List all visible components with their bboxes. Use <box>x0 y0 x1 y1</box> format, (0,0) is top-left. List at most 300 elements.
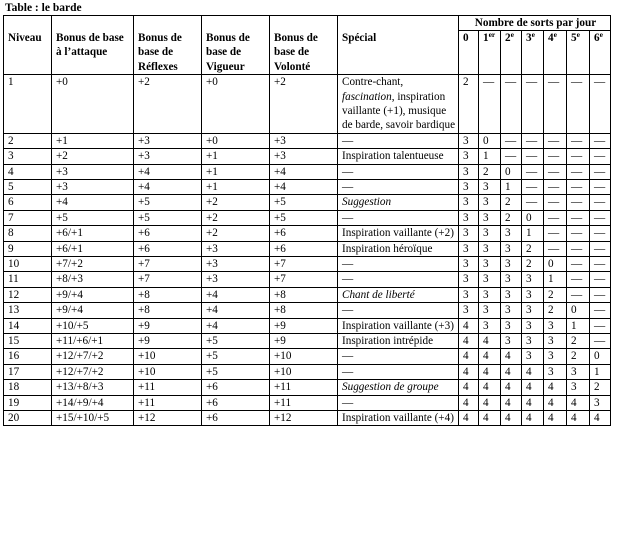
table-row <box>4 241 611 256</box>
cell-fortitude: +2 <box>202 195 270 210</box>
cell-spells-level-3: — <box>522 195 544 210</box>
cell-spells-level-5: — <box>567 149 590 164</box>
header-spell-level: 3e <box>522 31 544 75</box>
bard-progression-table <box>3 15 611 426</box>
cell-reflex: +10 <box>134 364 202 379</box>
cell-level: 5 <box>4 179 52 194</box>
cell-fortitude: +1 <box>202 164 270 179</box>
header-row <box>4 31 611 75</box>
cell-special: — <box>338 210 459 225</box>
cell-level: 1 <box>4 75 52 134</box>
cell-will: +11 <box>270 380 338 395</box>
header-blank <box>270 16 338 31</box>
cell-spells-level-1: 2 <box>479 164 501 179</box>
cell-spells-level-4: 4 <box>544 380 567 395</box>
cell-spells-level-0: 4 <box>459 318 479 333</box>
cell-will: +5 <box>270 195 338 210</box>
cell-reflex: +10 <box>134 349 202 364</box>
cell-spells-level-3: 3 <box>522 334 544 349</box>
cell-attack: +0 <box>52 75 134 134</box>
cell-reflex: +6 <box>134 241 202 256</box>
cell-spells-level-4: 1 <box>544 272 567 287</box>
cell-special: Inspiration intrépide <box>338 334 459 349</box>
cell-spells-level-0: 4 <box>459 334 479 349</box>
cell-level: 3 <box>4 149 52 164</box>
cell-spells-level-4: 3 <box>544 318 567 333</box>
cell-spells-level-1: 3 <box>479 272 501 287</box>
cell-spells-level-2: 3 <box>501 257 522 272</box>
cell-level: 10 <box>4 257 52 272</box>
cell-spells-level-0: 4 <box>459 349 479 364</box>
cell-spells-level-5: — <box>567 179 590 194</box>
cell-spells-level-6: — <box>590 195 611 210</box>
table-row <box>4 364 611 379</box>
cell-spells-level-0: 3 <box>459 303 479 318</box>
cell-level: 18 <box>4 380 52 395</box>
header-blank <box>4 16 52 31</box>
cell-spells-level-6: 0 <box>590 349 611 364</box>
cell-spells-level-0: 2 <box>459 75 479 134</box>
cell-spells-level-5: 3 <box>567 380 590 395</box>
cell-reflex: +7 <box>134 257 202 272</box>
cell-reflex: +4 <box>134 164 202 179</box>
cell-spells-level-5: — <box>567 195 590 210</box>
header-spell-level: 1er <box>479 31 501 75</box>
table-row <box>4 257 611 272</box>
cell-spells-level-0: 4 <box>459 364 479 379</box>
cell-will: +5 <box>270 210 338 225</box>
header-spell-level: 2e <box>501 31 522 75</box>
cell-will: +9 <box>270 318 338 333</box>
cell-special: Inspiration vaillante (+4) <box>338 411 459 426</box>
cell-spells-level-2: 3 <box>501 334 522 349</box>
cell-spells-level-6: — <box>590 133 611 148</box>
cell-spells-level-6: — <box>590 334 611 349</box>
cell-spells-level-4: — <box>544 149 567 164</box>
cell-spells-level-1: 4 <box>479 349 501 364</box>
table-row <box>4 75 611 134</box>
cell-spells-level-2: 3 <box>501 226 522 241</box>
cell-spells-level-4: 3 <box>544 364 567 379</box>
cell-spells-level-4: 3 <box>544 349 567 364</box>
cell-spells-level-6: 3 <box>590 395 611 410</box>
header-blank <box>338 16 459 31</box>
cell-spells-level-3: 3 <box>522 287 544 302</box>
cell-spells-level-3: 4 <box>522 364 544 379</box>
cell-attack: +3 <box>52 164 134 179</box>
cell-special: — <box>338 164 459 179</box>
cell-level: 16 <box>4 349 52 364</box>
cell-attack: +9/+4 <box>52 303 134 318</box>
cell-level: 7 <box>4 210 52 225</box>
cell-level: 12 <box>4 287 52 302</box>
cell-spells-level-6: — <box>590 149 611 164</box>
cell-spells-level-5: — <box>567 241 590 256</box>
cell-level: 15 <box>4 334 52 349</box>
cell-reflex: +9 <box>134 318 202 333</box>
cell-spells-level-6: — <box>590 164 611 179</box>
cell-spells-level-1: 3 <box>479 210 501 225</box>
cell-fortitude: +5 <box>202 349 270 364</box>
cell-spells-level-1: 4 <box>479 411 501 426</box>
table-body <box>4 75 611 426</box>
cell-spells-level-2: 2 <box>501 195 522 210</box>
cell-spells-level-0: 3 <box>459 226 479 241</box>
cell-reflex: +5 <box>134 195 202 210</box>
cell-spells-level-3: — <box>522 133 544 148</box>
cell-spells-level-4: — <box>544 133 567 148</box>
cell-fortitude: +1 <box>202 149 270 164</box>
cell-spells-level-3: 4 <box>522 411 544 426</box>
cell-spells-level-5: 0 <box>567 303 590 318</box>
cell-spells-level-0: 4 <box>459 411 479 426</box>
cell-spells-level-6: — <box>590 257 611 272</box>
cell-spells-level-1: 4 <box>479 334 501 349</box>
cell-reflex: +3 <box>134 149 202 164</box>
cell-spells-level-6: — <box>590 303 611 318</box>
cell-special: — <box>338 364 459 379</box>
cell-spells-level-2: 3 <box>501 303 522 318</box>
cell-spells-level-0: 3 <box>459 133 479 148</box>
cell-attack: +6/+1 <box>52 241 134 256</box>
cell-attack: +15/+10/+5 <box>52 411 134 426</box>
cell-spells-level-2: — <box>501 133 522 148</box>
cell-spells-level-0: 3 <box>459 210 479 225</box>
cell-fortitude: +6 <box>202 380 270 395</box>
cell-will: +6 <box>270 226 338 241</box>
cell-spells-level-3: — <box>522 75 544 134</box>
table-row <box>4 395 611 410</box>
cell-spells-level-4: — <box>544 241 567 256</box>
cell-level: 8 <box>4 226 52 241</box>
table-row <box>4 334 611 349</box>
cell-spells-level-5: 4 <box>567 395 590 410</box>
header-reflex: Bonus de base de Réflexes <box>134 31 202 75</box>
cell-spells-level-5: — <box>567 210 590 225</box>
cell-spells-level-1: 3 <box>479 241 501 256</box>
cell-spells-level-4: — <box>544 75 567 134</box>
header-will: Bonus de base de Volonté <box>270 31 338 75</box>
cell-spells-level-0: 3 <box>459 164 479 179</box>
cell-level: 17 <box>4 364 52 379</box>
cell-spells-level-6: 2 <box>590 380 611 395</box>
cell-level: 9 <box>4 241 52 256</box>
cell-attack: +3 <box>52 179 134 194</box>
cell-spells-level-6: 4 <box>590 411 611 426</box>
cell-special: — <box>338 133 459 148</box>
table-row <box>4 149 611 164</box>
cell-spells-level-0: 3 <box>459 287 479 302</box>
cell-spells-level-3: 3 <box>522 303 544 318</box>
table-row <box>4 349 611 364</box>
cell-fortitude: +4 <box>202 303 270 318</box>
header-attack: Bonus de base à l’attaque <box>52 31 134 75</box>
cell-reflex: +8 <box>134 287 202 302</box>
cell-spells-level-1: 3 <box>479 179 501 194</box>
cell-spells-level-2: 3 <box>501 318 522 333</box>
cell-attack: +12/+7/+2 <box>52 364 134 379</box>
cell-reflex: +7 <box>134 272 202 287</box>
cell-will: +3 <box>270 149 338 164</box>
cell-spells-level-3: 3 <box>522 349 544 364</box>
cell-fortitude: +2 <box>202 226 270 241</box>
cell-special: — <box>338 303 459 318</box>
cell-level: 4 <box>4 164 52 179</box>
cell-spells-level-0: 3 <box>459 257 479 272</box>
cell-reflex: +11 <box>134 395 202 410</box>
cell-spells-level-4: 2 <box>544 303 567 318</box>
cell-level: 13 <box>4 303 52 318</box>
header-row-top <box>4 16 611 31</box>
cell-will: +7 <box>270 257 338 272</box>
cell-spells-level-4: 0 <box>544 257 567 272</box>
cell-reflex: +3 <box>134 133 202 148</box>
cell-special: Inspiration héroïque <box>338 241 459 256</box>
table-row <box>4 133 611 148</box>
cell-spells-level-3: 4 <box>522 395 544 410</box>
cell-spells-level-1: 3 <box>479 318 501 333</box>
cell-spells-level-3: 0 <box>522 210 544 225</box>
cell-will: +3 <box>270 133 338 148</box>
cell-spells-level-5: — <box>567 257 590 272</box>
cell-attack: +5 <box>52 210 134 225</box>
cell-level: 20 <box>4 411 52 426</box>
cell-will: +8 <box>270 303 338 318</box>
cell-will: +10 <box>270 364 338 379</box>
cell-will: +7 <box>270 272 338 287</box>
cell-spells-level-1: 4 <box>479 395 501 410</box>
cell-spells-level-6: 1 <box>590 364 611 379</box>
table-row <box>4 164 611 179</box>
table-row <box>4 226 611 241</box>
cell-spells-level-2: 0 <box>501 164 522 179</box>
cell-spells-level-5: 3 <box>567 364 590 379</box>
cell-spells-level-2: 4 <box>501 349 522 364</box>
cell-spells-level-3: 4 <box>522 380 544 395</box>
cell-reflex: +4 <box>134 179 202 194</box>
cell-spells-level-2: 2 <box>501 210 522 225</box>
cell-spells-level-0: 3 <box>459 241 479 256</box>
cell-spells-level-3: — <box>522 179 544 194</box>
table-row <box>4 272 611 287</box>
header-special: Spécial <box>338 31 459 75</box>
cell-reflex: +11 <box>134 380 202 395</box>
cell-fortitude: +3 <box>202 272 270 287</box>
cell-attack: +6/+1 <box>52 226 134 241</box>
cell-fortitude: +0 <box>202 133 270 148</box>
header-spell-level: 6e <box>590 31 611 75</box>
cell-special: Inspiration vaillante (+2) <box>338 226 459 241</box>
cell-fortitude: +3 <box>202 241 270 256</box>
table-row <box>4 303 611 318</box>
cell-special: — <box>338 179 459 194</box>
cell-spells-level-5: 4 <box>567 411 590 426</box>
cell-spells-level-6: — <box>590 75 611 134</box>
cell-fortitude: +4 <box>202 318 270 333</box>
cell-spells-level-5: — <box>567 164 590 179</box>
cell-spells-level-5: 2 <box>567 349 590 364</box>
cell-fortitude: +6 <box>202 395 270 410</box>
cell-special: Suggestion <box>338 195 459 210</box>
cell-will: +2 <box>270 75 338 134</box>
cell-reflex: +2 <box>134 75 202 134</box>
table-row <box>4 318 611 333</box>
cell-will: +11 <box>270 395 338 410</box>
cell-spells-level-6: — <box>590 179 611 194</box>
cell-attack: +2 <box>52 149 134 164</box>
cell-fortitude: +3 <box>202 257 270 272</box>
cell-attack: +14/+9/+4 <box>52 395 134 410</box>
cell-spells-level-5: — <box>567 272 590 287</box>
cell-spells-level-3: 1 <box>522 226 544 241</box>
cell-spells-level-3: 3 <box>522 272 544 287</box>
cell-spells-level-1: 0 <box>479 133 501 148</box>
cell-attack: +13/+8/+3 <box>52 380 134 395</box>
table-row <box>4 287 611 302</box>
table-row <box>4 210 611 225</box>
cell-spells-level-5: — <box>567 287 590 302</box>
cell-will: +8 <box>270 287 338 302</box>
cell-spells-level-2: 1 <box>501 179 522 194</box>
cell-spells-level-5: — <box>567 226 590 241</box>
cell-spells-level-6: — <box>590 210 611 225</box>
cell-spells-level-2: 3 <box>501 287 522 302</box>
cell-will: +9 <box>270 334 338 349</box>
cell-special: Inspiration talentueuse <box>338 149 459 164</box>
cell-spells-level-2: 4 <box>501 395 522 410</box>
cell-spells-level-2: 3 <box>501 272 522 287</box>
cell-spells-level-2: — <box>501 75 522 134</box>
cell-spells-level-4: 4 <box>544 395 567 410</box>
cell-spells-level-0: 3 <box>459 149 479 164</box>
cell-spells-level-6: — <box>590 318 611 333</box>
cell-spells-level-1: 3 <box>479 195 501 210</box>
cell-spells-level-1: 3 <box>479 303 501 318</box>
cell-spells-level-4: 3 <box>544 334 567 349</box>
cell-spells-level-1: 3 <box>479 257 501 272</box>
cell-spells-level-3: — <box>522 164 544 179</box>
cell-attack: +4 <box>52 195 134 210</box>
cell-attack: +9/+4 <box>52 287 134 302</box>
cell-spells-level-4: — <box>544 226 567 241</box>
cell-fortitude: +0 <box>202 75 270 134</box>
cell-spells-level-3: 3 <box>522 318 544 333</box>
cell-special: — <box>338 257 459 272</box>
cell-spells-level-2: 3 <box>501 241 522 256</box>
cell-level: 6 <box>4 195 52 210</box>
cell-spells-level-1: — <box>479 75 501 134</box>
cell-spells-level-1: 3 <box>479 287 501 302</box>
cell-spells-level-6: — <box>590 226 611 241</box>
cell-fortitude: +6 <box>202 411 270 426</box>
cell-spells-level-6: — <box>590 272 611 287</box>
cell-reflex: +12 <box>134 411 202 426</box>
table-caption: Table : le barde <box>5 2 82 14</box>
cell-attack: +1 <box>52 133 134 148</box>
header-level: Niveau <box>4 31 52 75</box>
cell-spells-level-0: 3 <box>459 272 479 287</box>
cell-level: 14 <box>4 318 52 333</box>
cell-attack: +11/+6/+1 <box>52 334 134 349</box>
cell-will: +10 <box>270 349 338 364</box>
cell-spells-level-0: 3 <box>459 195 479 210</box>
cell-reflex: +9 <box>134 334 202 349</box>
cell-fortitude: +5 <box>202 364 270 379</box>
cell-spells-level-1: 4 <box>479 364 501 379</box>
cell-spells-level-0: 4 <box>459 395 479 410</box>
table-row <box>4 380 611 395</box>
header-spell-level: 0 <box>459 31 479 75</box>
cell-spells-level-2: 4 <box>501 364 522 379</box>
cell-will: +12 <box>270 411 338 426</box>
cell-spells-level-2: — <box>501 149 522 164</box>
cell-reflex: +5 <box>134 210 202 225</box>
cell-reflex: +6 <box>134 226 202 241</box>
header-fortitude: Bonus de base de Vigueur <box>202 31 270 75</box>
cell-spells-level-4: — <box>544 164 567 179</box>
cell-reflex: +8 <box>134 303 202 318</box>
cell-spells-level-0: 3 <box>459 179 479 194</box>
header-spell-level: 5e <box>567 31 590 75</box>
cell-attack: +12/+7/+2 <box>52 349 134 364</box>
cell-will: +6 <box>270 241 338 256</box>
cell-spells-level-6: — <box>590 241 611 256</box>
cell-will: +4 <box>270 164 338 179</box>
cell-spells-level-2: 4 <box>501 411 522 426</box>
cell-fortitude: +1 <box>202 179 270 194</box>
cell-spells-level-1: 1 <box>479 149 501 164</box>
cell-special: Contre-chant, fascination, inspiration vaillante (+1), musique de barde, savoir bardique <box>338 75 459 134</box>
cell-level: 11 <box>4 272 52 287</box>
cell-spells-level-5: — <box>567 75 590 134</box>
cell-special: — <box>338 395 459 410</box>
cell-attack: +8/+3 <box>52 272 134 287</box>
cell-spells-level-6: — <box>590 287 611 302</box>
cell-level: 19 <box>4 395 52 410</box>
cell-level: 2 <box>4 133 52 148</box>
spells-per-day-header: Nombre de sorts par jour <box>459 16 611 31</box>
cell-fortitude: +2 <box>202 210 270 225</box>
cell-attack: +10/+5 <box>52 318 134 333</box>
cell-spells-level-4: 4 <box>544 411 567 426</box>
cell-special: Chant de liberté <box>338 287 459 302</box>
table-row <box>4 179 611 194</box>
cell-fortitude: +5 <box>202 334 270 349</box>
cell-spells-level-4: — <box>544 195 567 210</box>
header-blank <box>52 16 134 31</box>
cell-special: Inspiration vaillante (+3) <box>338 318 459 333</box>
cell-spells-level-5: 2 <box>567 334 590 349</box>
cell-spells-level-4: — <box>544 179 567 194</box>
cell-spells-level-0: 4 <box>459 380 479 395</box>
cell-spells-level-5: 1 <box>567 318 590 333</box>
cell-special: Suggestion de groupe <box>338 380 459 395</box>
cell-spells-level-4: 2 <box>544 287 567 302</box>
cell-spells-level-1: 4 <box>479 380 501 395</box>
cell-fortitude: +4 <box>202 287 270 302</box>
cell-attack: +7/+2 <box>52 257 134 272</box>
cell-will: +4 <box>270 179 338 194</box>
cell-special: — <box>338 349 459 364</box>
cell-spells-level-5: — <box>567 133 590 148</box>
cell-spells-level-2: 4 <box>501 380 522 395</box>
header-spell-level: 4e <box>544 31 567 75</box>
cell-spells-level-3: 2 <box>522 257 544 272</box>
cell-spells-level-3: 2 <box>522 241 544 256</box>
table-row <box>4 195 611 210</box>
cell-spells-level-1: 3 <box>479 226 501 241</box>
cell-special: — <box>338 272 459 287</box>
